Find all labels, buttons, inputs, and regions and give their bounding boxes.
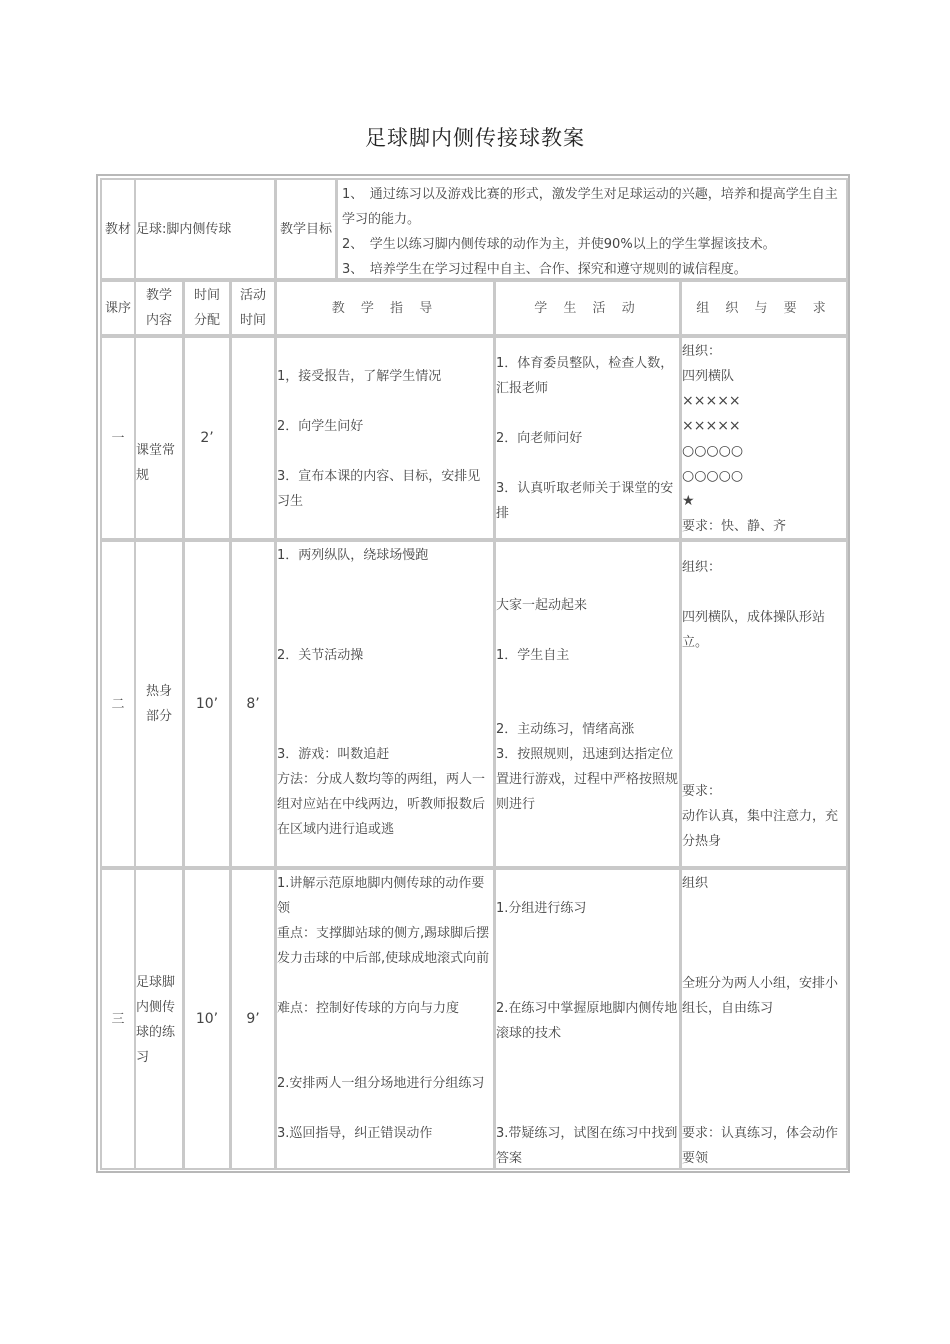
org-requirement: 要求：快、静、齐 [682,519,787,534]
row3-org-text: 全班分为两人小组，安排小组长，自由练习 [682,976,839,1016]
header-student: 学 生 活 动 [494,280,681,336]
page-title: 足球脚内侧传接球教案 [365,126,585,150]
row3-student-2: 2.在练习中掌握原地脚内侧传地滚球的技术 [496,1001,678,1041]
row2-student-4: 3．按照规则，迅速到达指定位置进行游戏，过程中严格按照规则进行 [496,747,679,812]
formation-row-2: ××××× [682,418,741,434]
row2-guidance-1: 1．两列纵队，绕球场慢跑 [277,548,429,563]
org-formation: 四列横队 [682,369,735,384]
row3-guidance [275,868,495,1170]
row3-student-3: 3.带疑练习，试图在练习中找到答案 [496,1126,678,1166]
row1-organization [680,336,848,540]
row2-content: 热身部分 [134,540,184,868]
row3-student [494,868,681,1170]
row2-org-formation: 四列横队，成体操队形站立。 [682,610,826,650]
header-content: 教学内容 [134,280,184,336]
goal-2: 2、 学生以练习脚内侧传球的动作为主，并使90%以上的学生掌握该技术。 [342,237,776,252]
goals-cell [336,178,848,280]
row1-student-1: 1．体育委员整队，检查人数，汇报老师 [496,356,674,396]
header-guidance: 教 学 指 导 [275,280,495,336]
row1-guidance-1: 1，接受报告，了解学生情况 [277,369,442,384]
row2-guidance-2: 2．关节活动操 [277,648,364,663]
material-label-cell [100,178,136,280]
row3-activity-time: 9’ [230,868,276,1170]
formation-row-3: ○○○○○ [682,443,744,459]
row1-content: 课堂常规 [134,336,184,540]
header-activity-time: 活动时间 [230,280,276,336]
row2-student [494,540,681,868]
row2-student-1: 大家一起动起来 [496,598,588,613]
row3-guidance-5: 3.巡回指导，纠正错误动作 [277,1126,433,1141]
row2-org-label: 组织： [682,560,722,575]
row1-student-3: 3．认真听取老师关于课堂的安排 [496,481,674,521]
material-value: 足球:脚内侧传球 [136,222,232,237]
row3-guidance-3: 难点：控制好传球的方向与力度 [277,1001,460,1016]
row3-guidance-2: 重点：支撑脚站球的侧方,踢球脚后摆发力击球的中后部,使球成地滚式向前 [277,926,490,966]
row2-activity-time: 8’ [230,540,276,868]
row1-order: 一 [100,336,136,540]
row3-content: 足球脚内侧传球的练习 [134,868,184,1170]
header-time: 时间分配 [183,280,231,336]
row2-order: 二 [100,540,136,868]
formation-row-4: ○○○○○ [682,468,744,484]
row3-guidance-4: 2.安排两人一组分场地进行分组练习 [277,1076,485,1091]
row3-req-text: 要求：认真练习，体会动作要领 [682,1126,839,1166]
goal-label: 教学目标 [279,221,332,237]
row3-student-1: 1.分组进行练习 [496,901,587,916]
row2-guidance-4: 方法：分成人数均等的两组，两人一组对应站在中线两边，听教师报数后在区域内进行追或逃 [277,772,486,837]
row2-student-3: 2．主动练习，情绪高涨 [496,722,635,737]
row1-time: 2’ [183,336,231,540]
row2-req-label: 要求： [682,784,722,799]
row1-guidance-3: 3．宣布本课的内容、目标，安排见习生 [277,469,481,509]
header-organization: 组 织 与 要 求 [680,280,848,336]
row3-guidance-1: 1.讲解示范原地脚内侧传球的动作要领 [277,876,485,916]
goal-1: 1、 通过练习以及游戏比赛的形式，激发学生对足球运动的兴趣，培养和提高学生自主学习的能力。 [342,187,838,227]
material-label: 教材 [104,221,131,237]
row3-org-label: 组织 [682,876,709,891]
row1-student [494,336,681,540]
row2-time: 10’ [183,540,231,868]
row3-order: 三 [100,868,136,1170]
org-label: 组织： [682,344,722,359]
formation-row-1: ××××× [682,393,741,409]
row2-req-text: 动作认真，集中注意力，充分热身 [682,809,839,849]
goal-label-cell [275,178,337,280]
row2-organization [680,540,848,868]
row2-student-2: 1．学生自主 [496,648,570,663]
goal-3: 3、 培养学生在学习过程中自主、合作、探究和遵守规则的诚信程度。 [342,262,747,277]
row1-activity-time [230,336,276,540]
row2-guidance [275,540,495,868]
row3-time: 10’ [183,868,231,1170]
row2-guidance-3: 3．游戏：叫数追赶 [277,747,390,762]
row1-guidance [275,336,495,540]
row1-guidance-2: 2．向学生问好 [277,419,364,434]
material-value-cell [134,178,276,280]
row3-organization [680,868,848,1170]
header-order: 课序 [100,280,136,336]
teacher-star-icon: ★ [682,493,695,509]
row1-student-2: 2．向老师问好 [496,431,583,446]
